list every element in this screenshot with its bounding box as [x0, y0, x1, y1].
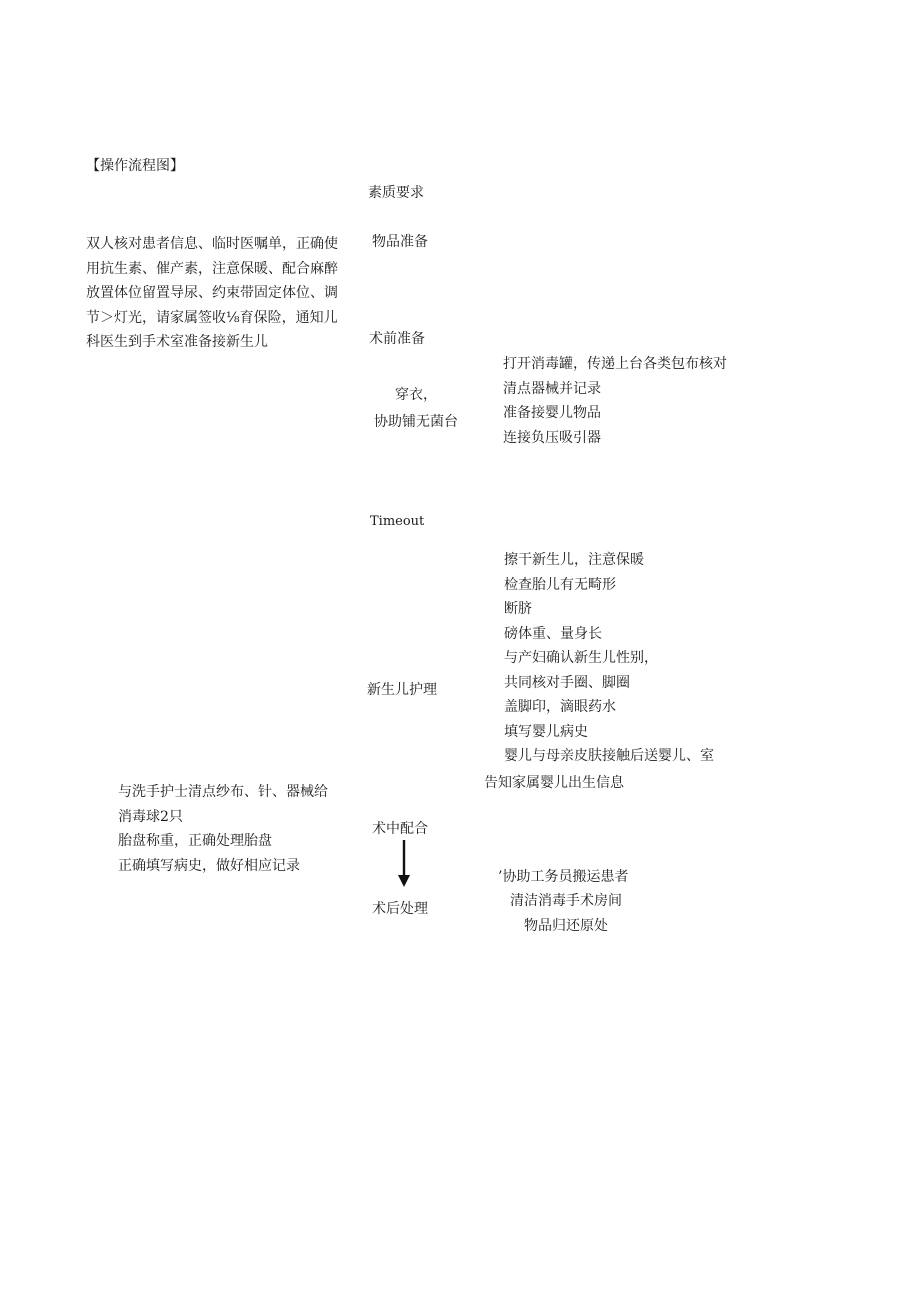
list-item: 与产妇确认新生儿性别， — [504, 650, 658, 666]
list-item: 胎盘称重，正确处理胎盘 — [118, 833, 272, 849]
list-item: 共同核对手圈、脚圈 — [504, 674, 630, 691]
node-gown-line2: 协助铺无菌台 — [374, 414, 458, 430]
newborn-care-tail: 告知家属婴儿出生信息 — [484, 775, 624, 791]
preop-details-list — [86, 232, 338, 355]
list-item: 准备接婴儿物品 — [503, 405, 601, 421]
list-item: 磅体重、量身长 — [504, 625, 602, 642]
list-item: 连接负压吸引器 — [503, 429, 601, 446]
list-item: 擦干新生儿，注意保暖 — [504, 552, 644, 568]
list-item: 清点器械并记录 — [503, 380, 601, 397]
list-item: 正确填写病史，做好相应记录 — [118, 857, 300, 874]
list-item: 节＞灯光，请家属签收⅛育保险，通知儿 — [86, 309, 338, 326]
intraop-details-list — [118, 780, 328, 878]
node-gown-and-sterile-table — [370, 382, 462, 436]
node-postoperative-handling: 术后处理 — [372, 901, 428, 917]
node-gown-line1: 穿衣， — [395, 387, 437, 403]
list-item: 填写婴儿病史 — [504, 723, 588, 740]
down-arrow-icon — [397, 840, 411, 888]
page-title: 【操作流程图】 — [86, 158, 184, 174]
list-item: 检查胎儿有无畸形 — [504, 576, 616, 593]
node-newborn-care: 新生儿护理 — [367, 682, 437, 698]
list-item: 放置体位留置导尿、约束带固定体位、调 — [86, 285, 338, 301]
node-intraoperative-cooperation: 术中配合 — [372, 821, 428, 837]
list-item: 与洗手护士清点纱布、针、器械给 — [118, 784, 328, 800]
postop-item-3: 物品归还原处 — [524, 918, 608, 934]
gown-details-list — [503, 352, 727, 450]
newborn-care-list — [504, 548, 714, 769]
postop-item-1: ’协助工务员搬运患者 — [498, 869, 629, 885]
postop-item-2: 清洁消毒手术房间 — [510, 893, 622, 909]
node-materials-preparation: 物品准备 — [372, 234, 428, 250]
list-item: 盖脚印，滴眼药水 — [504, 699, 616, 715]
node-timeout: Timeout — [370, 514, 425, 529]
list-item: 双人核对患者信息、临时医嘱单，正确使 — [86, 236, 338, 252]
list-item: 消毒球2只 — [118, 808, 183, 825]
list-item: 断脐 — [504, 601, 532, 617]
list-item: 婴儿与母亲皮肤接触后送婴儿、室 — [504, 748, 714, 764]
node-preoperative-preparation: 术前准备 — [369, 331, 425, 347]
list-item: 打开消毒罐，传递上台各类包布核对 — [503, 356, 727, 372]
node-quality-requirements: 素质要求 — [368, 185, 424, 201]
list-item: 科医生到手术室准备接新生儿 — [86, 334, 268, 350]
list-item: 用抗生素、催产素，注意保暖、配合麻醉 — [86, 260, 338, 277]
